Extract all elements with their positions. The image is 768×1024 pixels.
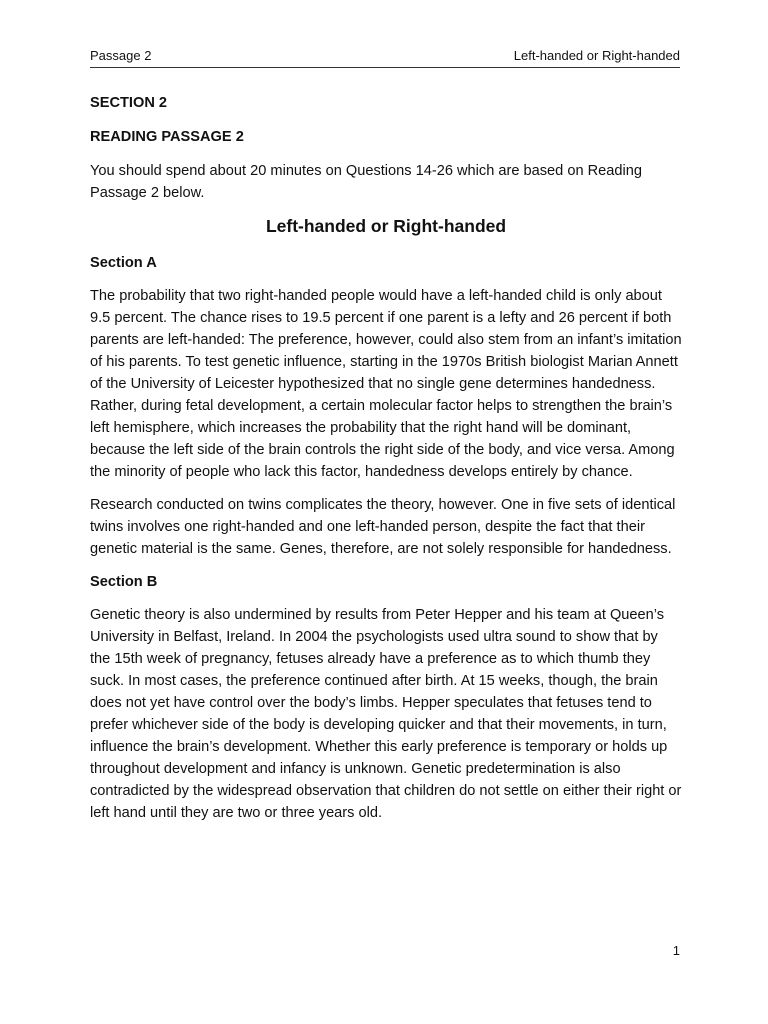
section-label: SECTION 2	[90, 95, 168, 111]
section-heading: Section A	[90, 255, 157, 271]
paragraph: The probability that two right-handed people would have a left-handed child is only about 9.5 percent. The chance rises to 19.5 percent if one parent is a lefty and 26 percent if both parents are left-handed: The preference, however, could also stem from an infant’s imitation of his parents. To test genetic influence, starting in the 1970s British biologist Marian Annett of the University of Leicester hypothesized that no single gene determines handedness. Rather, during fetal development, a certain molecular factor helps to strengthen the brain’s left hemisphere, which increases the probability that the right hand will be dominant, because the left side of the brain controls the right side of the body, and vice versa. Among the minority of people who lack this factor, handedness develops entirely by chance.	[90, 288, 682, 480]
header-passage-label: Passage 2	[90, 48, 152, 63]
instructions: You should spend about 20 minutes on Questions 14-26 which are based on Reading Passage 2 below.	[90, 163, 642, 201]
page-number: 1	[672, 943, 680, 958]
section-b	[90, 571, 682, 824]
page-content	[90, 92, 682, 835]
passage-title: Left-handed or Right-handed	[265, 216, 507, 236]
reading-passage-label: READING PASSAGE 2	[90, 129, 244, 145]
section-a	[90, 252, 682, 560]
running-header	[90, 47, 680, 68]
paragraph: Research conducted on twins complicates the theory, however. One in five sets of identical twins involves one right-handed and one left-handed person, despite the fact that their genetic material is the same. Genes, therefore, are not solely responsible for handedness.	[90, 497, 676, 557]
section-heading: Section B	[90, 574, 158, 590]
paragraph: Genetic theory is also undermined by results from Peter Hepper and his team at Queen’s University in Belfast, Ireland. In 2004 the psychologists used ultra sound to show that by the 15th week of pregnancy, fetuses already have a preference as to which thumb they suck. In most cases, the preference continued after birth. At 15 weeks, though, the brain does not yet have control over the body’s limbs. Hepper speculates that fetuses tend to prefer whichever side of the body is developing quicker and that their movements, in turn, influence the brain’s development. Whether this early preference is temporary or holds up throughout development and infancy is unknown. Genetic predetermination is also contradicted by the widespread observation that children do not settle on either their right or left hand until they are two or three years old.	[90, 607, 682, 821]
header-passage-title: Left-handed or Right-handed	[513, 48, 680, 63]
